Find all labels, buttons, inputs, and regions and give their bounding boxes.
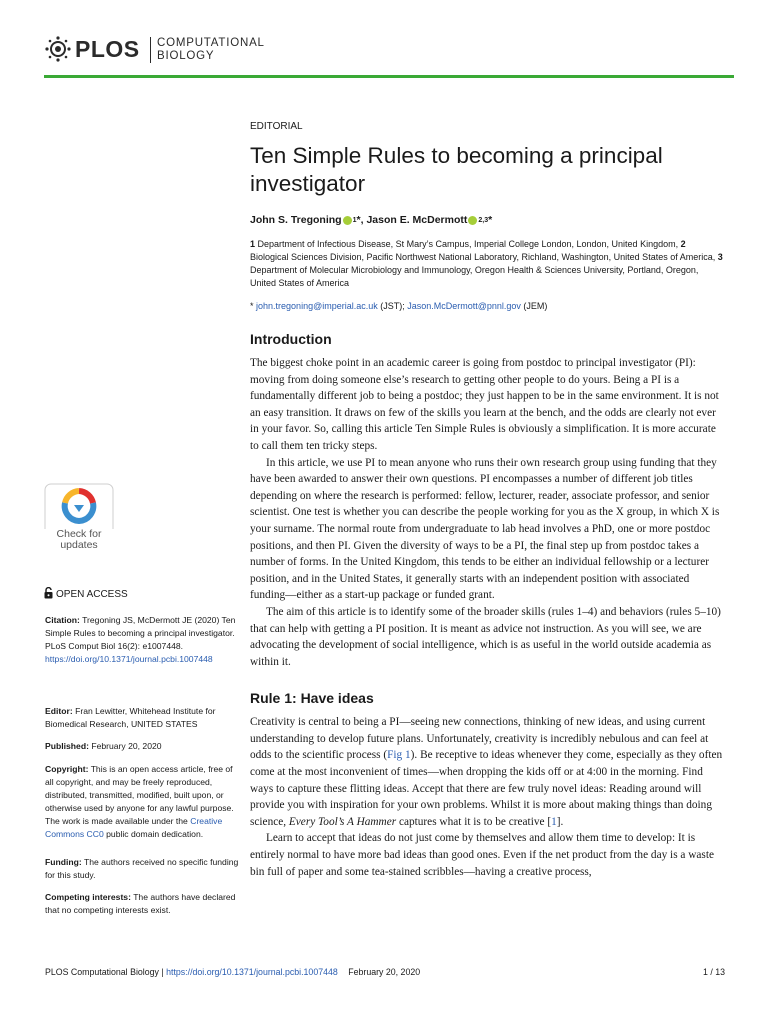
corresponding-mark: * xyxy=(356,214,361,226)
affiliation-1: Department of Infectious Disease, St Mary’s Campus, Imperial College London, London, United Kingdom, xyxy=(257,239,679,249)
orcid-icon[interactable] xyxy=(343,216,352,225)
funding-text: The authors received no specific funding for this study. xyxy=(45,857,239,880)
intro-paragraph-1: The biggest choke point in an academic career is going from postdoc to principal investigator (PI): moving from doing someone else’s research to getting other people to do yours. Being a PI is a fundamentally different job to being a postdoc; they just happen to be in the same environment. It is not an easy transition. It draws on few of the skills you learn at the bench, and the odds are clearly not ever in your favor. So, calling this article Ten Simple Rules is obviously a simplification. It is more accurate to call them ten tricky steps. xyxy=(250,357,719,452)
check-for-updates-badge[interactable] xyxy=(44,483,114,557)
affiliations xyxy=(250,238,726,290)
author-mcdermott-affiliation: 2,3 xyxy=(478,216,489,224)
author-separator: , xyxy=(360,214,367,226)
article-title: Ten Simple Rules to becoming a principal investigator xyxy=(250,143,663,196)
competing-interests-text: The authors have declared that no competing interests exist. xyxy=(45,892,236,915)
funding-block xyxy=(45,856,240,882)
affiliation-number: 1 xyxy=(250,239,256,249)
copyright-text: This is an open access article, free of all copyright, and may be freely reproduced, distributed, transmitted, modified, built upon, or otherwise used by anyone for any lawful purpose. The work is made available under the xyxy=(45,764,234,826)
affiliation-number: 3 xyxy=(717,252,723,262)
header-rule xyxy=(44,75,734,78)
email-mcdermott-link[interactable]: Jason.McDermott@pnnl.gov xyxy=(407,301,521,311)
author-mcdermott[interactable]: Jason E. McDermott xyxy=(366,214,468,226)
citation-doi-link[interactable]: https://doi.org/10.1371/journal.pcbi.1007448 xyxy=(45,654,213,664)
intro-paragraph-2: In this article, we use PI to mean anyone who runs their own research group using funding that they have been awarded to answer their own questions. PI encompasses a number of different job titles depending on where the research is performed: fellow, lecturer, reader, associate professor, and senior scientist. One test is whether you can describe the people working for you as the X group, in which X is your surname. The normal route from undergraduate to lab head involves a PhD, one or more postdoc positions, and then PI. Given the diversity of ways to be a PI, the final step up from postdoc takes a number of forms. In the United Kingdom, this tends to be either an individual fellowship or a lecturer position, and in the United States, it generally starts with an independent position with associated funding—either as a start-up package or funded grant. xyxy=(250,456,720,602)
rule1-text: ]. xyxy=(556,815,564,828)
plos-logo[interactable] xyxy=(44,35,140,63)
reference-1-link[interactable]: 1 xyxy=(551,815,557,828)
affiliation-2: Biological Sciences Division, Pacific Northwest National Laboratory, Richland, Washington, United States of America, xyxy=(250,252,716,262)
crossmark-icon xyxy=(44,483,114,529)
correspondence-star: * xyxy=(250,301,254,311)
rule1-text: captures what it is to be creative [ xyxy=(396,815,552,828)
page-number: 1 / 13 xyxy=(702,967,725,977)
editor-block xyxy=(45,705,240,731)
affiliation-number: 2 xyxy=(680,239,686,249)
funding-label: Funding: xyxy=(45,857,82,867)
footer-journal: PLOS Computational Biology | xyxy=(45,967,167,977)
intro-paragraph-3: The aim of this article is to identify some of the broader skills (rules 1–4) and behaviors (rules 5–10) that can help with getting a PI position. It is meant as advice not instruction. As you will see, we are advocating the development of social intelligence, which is as useful in the world outside academia as within it. xyxy=(250,605,721,668)
published-label: Published: xyxy=(45,741,89,751)
competing-interests-block xyxy=(45,891,240,917)
affiliation-3: Department of Molecular Microbiology and Immunology, Oregon Health & Sciences University, Portland, Oregon, United States of America xyxy=(250,265,699,288)
rule1-text: Creativity is central to being a PI—seeing new connections, thinking of new ideas, and using current understanding to develop future plans. Unfortunately, creativity is incredibly nebulous and can feel at odds to the scientific process ( xyxy=(250,716,709,762)
section-heading-rule-1: Rule 1: Have ideas xyxy=(250,690,374,707)
correspondence-tag: (JEM) xyxy=(520,301,548,311)
open-access-badge xyxy=(44,587,128,602)
journal-name-line2: BIOLOGY xyxy=(157,49,215,62)
correspondence xyxy=(250,301,726,311)
editor-text: Fran Lewitter, Whitehead Institute for Biomedical Research, UNITED STATES xyxy=(45,706,216,729)
open-access-label: OPEN ACCESS xyxy=(56,589,128,600)
journal-header xyxy=(44,33,734,65)
published-date: February 20, 2020 xyxy=(91,741,162,751)
correspondence-tag: (JST); xyxy=(377,301,408,311)
logo-divider xyxy=(150,37,151,63)
rule1-text: ). Be receptive to ideas whenever they come, especially as they often come at the most inconvenient of times—when dropping the kids off or at 4:00 in the morning. Find ways to capture these flitting ideas. Accept that there are few truly novel ideas: Reading around will provide you with inspiration for your own problems. Whilst it is more about making things than doing science, xyxy=(250,749,723,828)
editor-label: Editor: xyxy=(45,706,73,716)
open-lock-icon xyxy=(44,587,53,602)
corresponding-mark: * xyxy=(488,214,493,226)
creative-commons-link[interactable]: Creative Commons CC0 xyxy=(45,816,223,839)
journal-name-line1: COMPUTATIONAL xyxy=(157,37,265,49)
author-tregoning-affiliation: 1 xyxy=(352,216,357,224)
plos-logo-icon xyxy=(44,35,72,63)
author-list xyxy=(250,214,726,226)
footer-doi-link[interactable]: https://doi.org/10.1371/journal.pcbi.1007448 xyxy=(166,967,338,977)
citation-text: Tregoning JS, McDermott JE (2020) Ten Simple Rules to becoming a principal investigator. PLoS Comput Biol 16(2): e1007448. xyxy=(45,615,236,651)
citation-label: Citation: xyxy=(45,615,80,625)
article-main xyxy=(250,118,726,880)
journal-name xyxy=(157,37,265,62)
rule1-paragraph-2: Learn to accept that ideas do not just come by themselves and allow them time to develop: It is entirely normal to have more bad ideas than good ones. Even if the net product from the day is a waste bin full of paper and some tea-stained scribbles—having a creative process, xyxy=(250,832,714,878)
copyright-label: Copyright: xyxy=(45,764,89,774)
rule1-paragraph-1 xyxy=(250,714,726,830)
page-footer xyxy=(45,967,725,977)
citation-block xyxy=(45,614,240,666)
author-tregoning[interactable]: John S. Tregoning xyxy=(250,214,342,226)
email-tregoning-link[interactable]: john.tregoning@imperial.ac.uk xyxy=(256,301,378,311)
published-block xyxy=(45,740,240,753)
article-type: EDITORIAL xyxy=(250,121,303,132)
book-title: Every Tool’s A Hammer xyxy=(288,815,397,828)
copyright-tail: public domain dedication. xyxy=(106,829,204,839)
plos-wordmark: PLOS xyxy=(75,35,140,62)
section-heading-introduction: Introduction xyxy=(250,331,332,347)
footer-date: February 20, 2020 xyxy=(348,967,421,977)
competing-interests-label: Competing interests: xyxy=(45,892,131,902)
copyright-block xyxy=(45,763,240,841)
figure-1-link[interactable]: Fig 1 xyxy=(387,749,411,762)
check-for-updates-label: Check for updates xyxy=(56,528,102,551)
orcid-icon[interactable] xyxy=(468,216,477,225)
